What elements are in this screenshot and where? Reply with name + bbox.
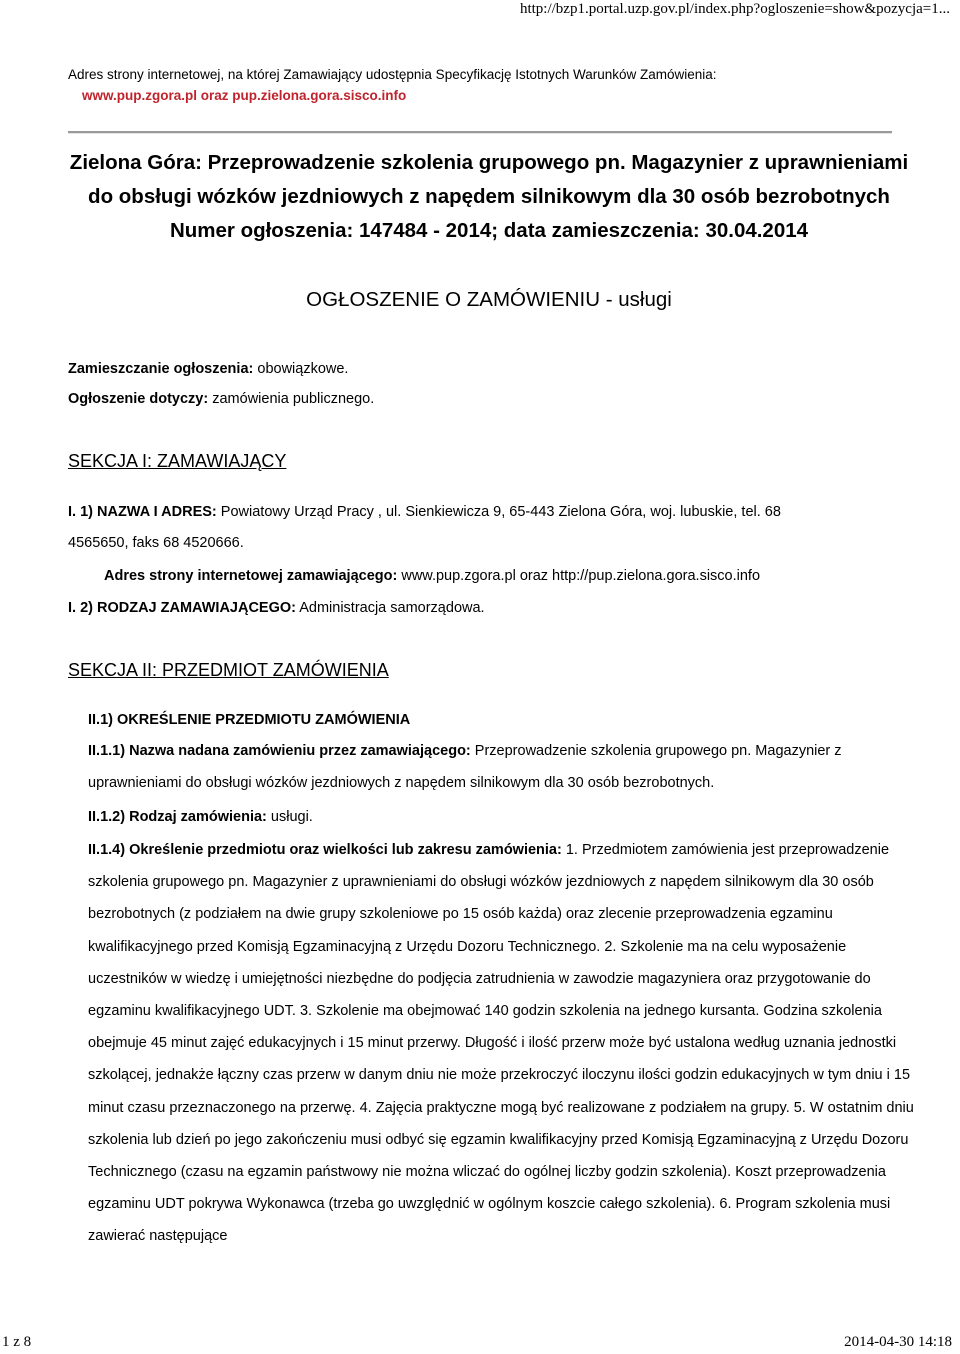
okreslenie-heading: II.1) OKREŚLENIE PRZEDMIOTU ZAMÓWIENIA: [88, 712, 411, 728]
print-header-url: http://bzp1.portal.uzp.gov.pl/index.php?ogloszenie=show&pozycja=1...: [519, 1, 950, 17]
opis-przedmiotu-label: II.1.4) Określenie przedmiotu oraz wielkości lub zakresu zamówienia:: [88, 842, 562, 858]
print-datetime: 2014-04-30 14:18: [844, 1334, 952, 1350]
announcement-number: Numer ogłoszenia: 147484 - 2014; data zamieszczenia: 30.04.2014: [169, 219, 809, 242]
rodzaj-zamowienia-value: usługi.: [270, 809, 313, 825]
section-1-heading: SEKCJA I: ZAMAWIAJĄCY: [68, 451, 287, 471]
opis-przedmiotu-value: 1. Przedmiotem zamówienia jest przeprowadzenie szkolenia grupowego pn. Magazynier z uprawnieniami do obsługi wózków jezdniowych z napędem silnikowym dla 30 osób bezrobotnych (z podziałem na dwie grupy szkoleniowe po 15 osób każda) oraz zlecenie przeprowadzenia egzaminu kwalifikacyjnego przed Komisją Egzaminacyjną z Urzędu Dozoru Technicznego. 2. Szkolenie ma na celu wyposażenie uczestników w wiedzę i umiejętności niezbędne do podjęcia zatrudnienia w zawodzie magazyniera oraz przygotowanie do egzaminu kwalifikacyjnego UDT. 3. Szkolenie ma obejmować 140 godzin szkolenia na jednego kursanta. Godzina szkolenia obejmuje 45 minut zajęć edukacyjnych i 15 minut przerwy. Długość i ilość przerw może być ustalona według uznania jednostki szkolącej, jednakże łączny czas przerw w danym dniu nie może przekroczyć iloczynu ilości godzin edukacyjnych w tym dniu i 15 minut czasu przeznaczonego na przerwę. 4. Zajęcia praktyczne mogą być realizowane z podziałem na grupy. 5. W ostatnim dniu szkolenia lub dzień po jego zakończeniu musi odbyć się egzamin kwalifikacyjny przed Komisją Egzaminacyjną z Urzędu Dozoru Technicznego (czasu na egzamin państwowy nie można wliczać do ogólnej liczby godzin szkolenia). Koszt przeprowadzenia egzaminu UDT pokrywa Wykonawca (trzeba go uwzględnić w ogólnym koszcie całego szkolenia). 6. Program szkolenia musi zawierać następujące: [88, 842, 914, 1245]
print-footer: [2, 1333, 952, 1351]
rodzaj-zamawiajacego-label: I. 2) RODZAJ ZAMAWIAJĄCEGO:: [68, 600, 296, 616]
announcement-type: OGŁOSZENIE O ZAMÓWIENIU - usługi: [306, 288, 672, 311]
page-number: 1 z 8: [2, 1334, 32, 1350]
opis-przedmiotu-paragraph: [88, 834, 924, 1253]
title-main: Zielona Góra: Przeprowadzenie szkolenia grupowego pn. Magazynier z uprawnieniami do obsługi wózków jezdniowych z napędem silnikowym dla 30 osób bezrobotnych: [69, 151, 909, 208]
page-title: [68, 146, 910, 248]
nazwa-zamowienia-paragraph: [88, 735, 918, 799]
zamieszczanie-row: [68, 360, 348, 378]
dotyczy-row: [68, 390, 374, 408]
zamieszczanie-label: Zamieszczanie ogłoszenia:: [68, 361, 254, 377]
zamieszczanie-value: obowiązkowe.: [257, 361, 349, 377]
rodzaj-zamowienia-label: II.1.2) Rodzaj zamówienia:: [88, 809, 267, 825]
siwz-address-link[interactable]: www.pup.zgora.pl oraz pup.zielona.gora.sisco.info: [82, 88, 407, 103]
nazwa-adres-value: Powiatowy Urząd Pracy , ul. Sienkiewicza 9, 65-443 Zielona Góra, woj. lubuskie, tel. 68: [220, 504, 781, 520]
dotyczy-value: zamówienia publicznego.: [212, 391, 375, 407]
nazwa-zamowienia-value: Przeprowadzenie szkolenia grupowego pn. Magazynier z uprawnieniami do obsługi wózków jezdniowych z napędem silnikowym dla 30 osób bezrobotnych.: [88, 743, 842, 792]
zamawiajacy-adres-row: [104, 567, 760, 585]
rodzaj-zamawiajacego-value: Administracja samorządowa.: [299, 600, 485, 616]
nazwa-adres-label: I. 1) NAZWA I ADRES:: [68, 504, 217, 520]
adres-strony-label: Adres strony internetowej zamawiającego:: [104, 568, 398, 584]
adres-strony-value[interactable]: www.pup.zgora.pl oraz http://pup.zielona.gora.sisco.info: [401, 568, 761, 584]
zamawiajacy-nazwa-row: [68, 503, 781, 521]
zamawiajacy-nazwa-cont: 4565650, faks 68 4520666.: [68, 535, 244, 551]
section-2-heading: SEKCJA II: PRZEDMIOT ZAMÓWIENIA: [68, 660, 389, 680]
dotyczy-label: Ogłoszenie dotyczy:: [68, 391, 209, 407]
horizontal-divider: [68, 131, 892, 134]
nazwa-zamowienia-label: II.1.1) Nazwa nadana zamówieniu przez zamawiającego:: [88, 743, 471, 759]
siwz-address-note: Adres strony internetowej, na której Zamawiający udostępnia Specyfikację Istotnych Warunków Zamówienia:: [68, 67, 717, 82]
rodzaj-zamawiajacego-row: [68, 599, 485, 617]
rodzaj-zamowienia-row: [88, 808, 313, 826]
